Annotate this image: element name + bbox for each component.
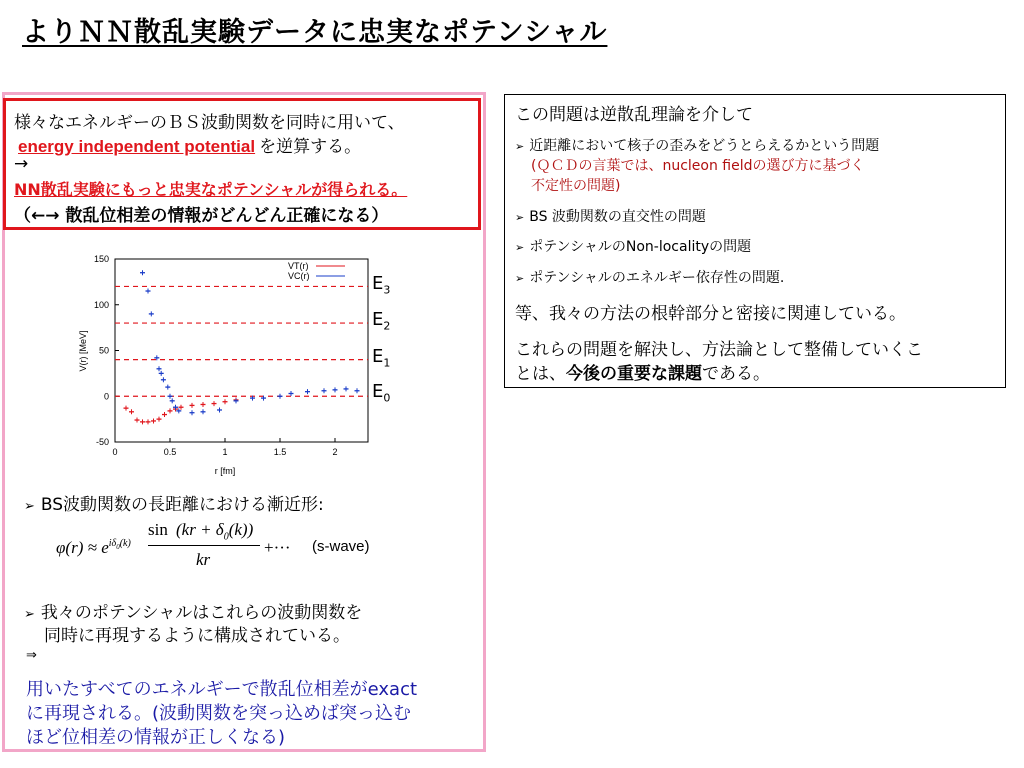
y-tick-label: 0 (103, 391, 109, 402)
chart-points (124, 270, 360, 424)
conclusion-text (26, 678, 417, 750)
highlight-box (3, 98, 481, 230)
issues-para-2-line1: これらの問題を解決し、方法論として整備していくこ (515, 340, 923, 360)
conclusion-line-3: ほど位相差の情報が正しくなる) (26, 727, 286, 748)
energy-label-e3: $E_3$ (372, 273, 391, 297)
energy-lines (115, 286, 368, 396)
implies-symbol: ⇒ (26, 648, 37, 663)
arrowhead-bullet-icon: ➢ (515, 211, 525, 224)
y-tick-label: 100 (93, 299, 109, 310)
legend-vc-label: VC(r) (288, 271, 310, 281)
wavefunction-bullet-line2: 同時に再現するように構成されている。 (44, 626, 350, 646)
issues-heading: この問題は逆散乱理論を介して (515, 105, 753, 125)
x-tick-label: 2 (332, 447, 338, 457)
wavefunction-bullet: ➢ 我々のポテンシャルはこれらの波動関数を (24, 603, 363, 623)
y-tick-label: -50 (95, 437, 109, 447)
y-tick-label: 150 (93, 254, 109, 264)
highlight-line-4: （←→ 散乱位相差の情報がどんどん正確になる） (14, 206, 389, 226)
issues-para-1: 等、我々の方法の根幹部分と密接に関連している。 (515, 304, 906, 324)
conclusion-line-2: に再現される。(波動関数を突っ込めば突っ込む (26, 703, 412, 724)
chart-ticks (94, 254, 338, 457)
issue-item-2: ➢ BS 波動関数の直交性の問題 (515, 209, 706, 225)
highlight-line-2-rest: を逆算する。 (259, 137, 362, 157)
arrowhead-bullet-icon: ➢ (515, 272, 525, 285)
issues-box (504, 94, 1006, 388)
issue-item-1-line3: 不定性の問題) (531, 178, 621, 194)
x-tick-label: 1 (222, 447, 228, 457)
energy-label-e1: $E_1$ (372, 346, 391, 370)
y-tick-label: 50 (98, 345, 109, 356)
issue-item-1: ➢ 近距離において核子の歪みをどうとらえるかという問題 (515, 138, 880, 154)
legend-vt-label: VT(r) (288, 261, 309, 271)
highlight-line-3: NN散乱実験にもっと忠実なポテンシャルが得られる。 (14, 180, 408, 199)
y-axis-label: V(r) [MeV] (78, 330, 88, 372)
chart-legend (288, 261, 345, 281)
important-task-text: 今後の重要な課題 (566, 364, 702, 384)
arrowhead-bullet-icon: ➢ (515, 140, 525, 153)
highlight-line-2 (18, 132, 361, 157)
energy-label-e0: $E_0$ (372, 381, 391, 405)
arrowhead-bullet-icon: ➢ (24, 607, 35, 622)
asymptotic-formula: $\varphi(r) \approx e^{i\delta_0(k)}$ sin $(kr + \delta_0(k))$ kr +··· (s-wave) (56, 520, 370, 569)
x-tick-label: 1.5 (273, 447, 287, 457)
issue-item-1-line2: (ＱＣＤの言葉では、nucleon fieldの選び方に基づく (531, 158, 865, 174)
issues-para-2-line2: とは、今後の重要な課題である。 (515, 364, 770, 384)
energy-independent-link: energy independent potential (18, 137, 256, 156)
issue-item-3: ➢ ポテンシャルのNon-localityの問題 (515, 239, 752, 255)
highlight-arrow: → (14, 154, 29, 174)
x-axis-label: r [fm] (214, 466, 236, 476)
energy-label-e2: $E_2$ (372, 309, 391, 333)
conclusion-line-1: 用いたすべてのエネルギーで散乱位相差がexact (26, 679, 418, 700)
x-tick-label: 0.5 (163, 447, 177, 457)
highlight-line-1: 様々なエネルギーのＢＳ波動関数を同時に用いて、 (14, 113, 405, 133)
x-tick-label: 0 (112, 447, 118, 457)
slide-title: よりＮＮ散乱実験データに忠実なポテンシャル (22, 17, 608, 48)
potential-chart (70, 246, 400, 478)
issue-item-4: ➢ ポテンシャルのエネルギー依存性の問題. (515, 270, 785, 286)
asymptotic-bullet: ➢ BS波動関数の長距離における漸近形: (24, 495, 324, 515)
arrowhead-bullet-icon: ➢ (24, 499, 35, 514)
formula-note: (s-wave) (312, 538, 370, 555)
arrowhead-bullet-icon: ➢ (515, 241, 525, 254)
